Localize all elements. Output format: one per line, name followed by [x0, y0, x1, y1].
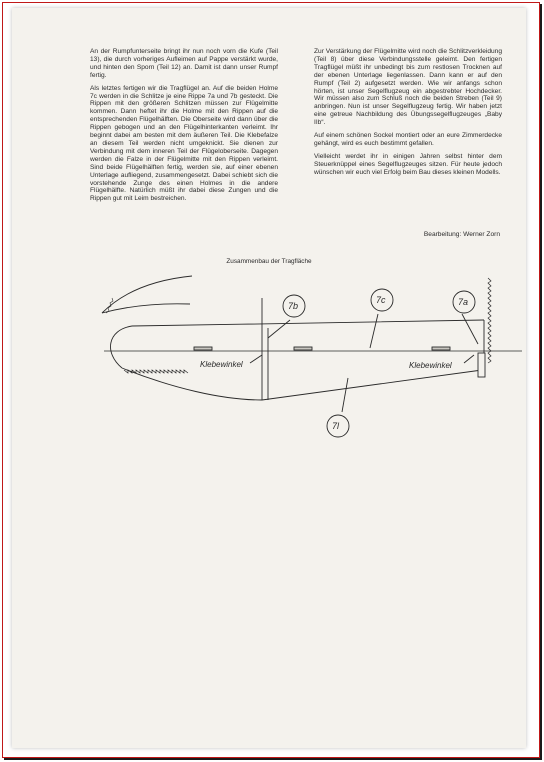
- glue-tab: [294, 347, 312, 350]
- paragraph: Als letztes fertigen wir die Tragflügel an. Auf die beiden Holme 7c werden in die Schlitze je eine Rippe 7a und 7b gesteckt. Die Rippen mit den größeren Schlitzen müssen zur Flügelmitte kommen. Dann heftet ihr die Holme mit den Rippen auf die entsprechenden Flügelhälften. Die Oberseite wird dann über die Rippen gebogen und an den Flügelhinterkanten verleimt. Ihr beginnt dabei am besten mit dem äußeren Teil. Die Klebefalze an diesem Teil werden nicht umgeknickt. Sie dienen zur Verbindung mit dem inneren Teil der Flügeloberseite. Dagegen werden die Falze in der Flügelmitte mit den Rippen verleimt. Sind beide Flügelhälften fertig, werden sie, auf einer ebenen Unterlage aufliegend, zusammengesetzt. Dabei schiebt sich die vorstehende Zunge des einen Holmes in die andere Flügelhälfte. Natürlich müßt ihr dabei diese Zungen und die Rippen gut mit Leim bestreichen.: [90, 84, 278, 203]
- part-label-7a: 7a: [458, 297, 469, 307]
- figure-caption: Zusammenbau der Tragfläche: [226, 258, 312, 265]
- wing-upper-edge: [132, 320, 484, 326]
- part-label-7c: 7c: [376, 295, 386, 305]
- glue-tab-label: Klebewinkel: [200, 360, 243, 369]
- paragraph: An der Rumpfunterseite bringt ihr nun noch vorn die Kufe (Teil 13), die durch vorheriges Aufleimen auf Pappe verstärkt wurde, und hinten den Sporn (Teil 12) an. Damit ist dann unser Rumpf fertig.: [90, 48, 278, 79]
- paragraph: Vielleicht werdet ihr in einigen Jahren selbst hinter dem Steuerknüppel eines Segelflugzeuges sitzen. Für heute jedoch wünschen wir euch viel Erfolg beim Bau dieses kleinen Modells.: [314, 152, 502, 176]
- glue-tab: [194, 347, 212, 350]
- leader-line: [268, 320, 290, 338]
- document-page: [12, 8, 526, 748]
- leader-line: [370, 314, 378, 348]
- paragraph: Auf einem schönen Sockel montiert oder an eure Zimmerdecke gehängt, wird es euch bestimmt gefallen.: [314, 132, 502, 147]
- leader-line: [462, 314, 478, 344]
- wing-leading-edge: [111, 326, 132, 368]
- author-credit: Bearbeitung: Werner Zorn: [423, 231, 500, 238]
- upper-wing-underside: [102, 304, 190, 313]
- part-label-7b: 7b: [288, 301, 299, 311]
- serrated-edge: [488, 278, 491, 363]
- leader-line: [250, 355, 262, 363]
- paragraph: Zur Verstärkung der Flügelmitte wird noch die Schlitzverkleidung (Teil 8) über diese Verbindungsstelle geleimt. Den fertigen Tragflügel müßt ihr unbedingt bis zum restlosen Trocknen auf der ebenen Unterlage liegenlassen. Dann kann er auf den Rumpf (Teil 2) aufgesetzt werden. Wie wir anfangs schon hörten, ist unser Segelflugzeug ein abgestrebter Hochdecker. Wir müssen also zum Schluß noch die beiden Streben (Teil 9) anbringen. Nun ist unser Segelflugzeug fertig. Wir haben jetzt eine getreue Nachbildung des Übungssegelflugzeuges „Baby IIb“.: [314, 48, 503, 127]
- leader-line: [464, 355, 474, 363]
- tip-block: [478, 353, 485, 377]
- glue-tab: [432, 347, 450, 350]
- part-label-7l: 7l: [332, 421, 340, 431]
- glue-tab-label: Klebewinkel: [409, 361, 452, 370]
- wing-assembly-diagram: [12, 8, 526, 748]
- leader-line: [342, 378, 348, 412]
- upper-wing-outline: [102, 276, 192, 313]
